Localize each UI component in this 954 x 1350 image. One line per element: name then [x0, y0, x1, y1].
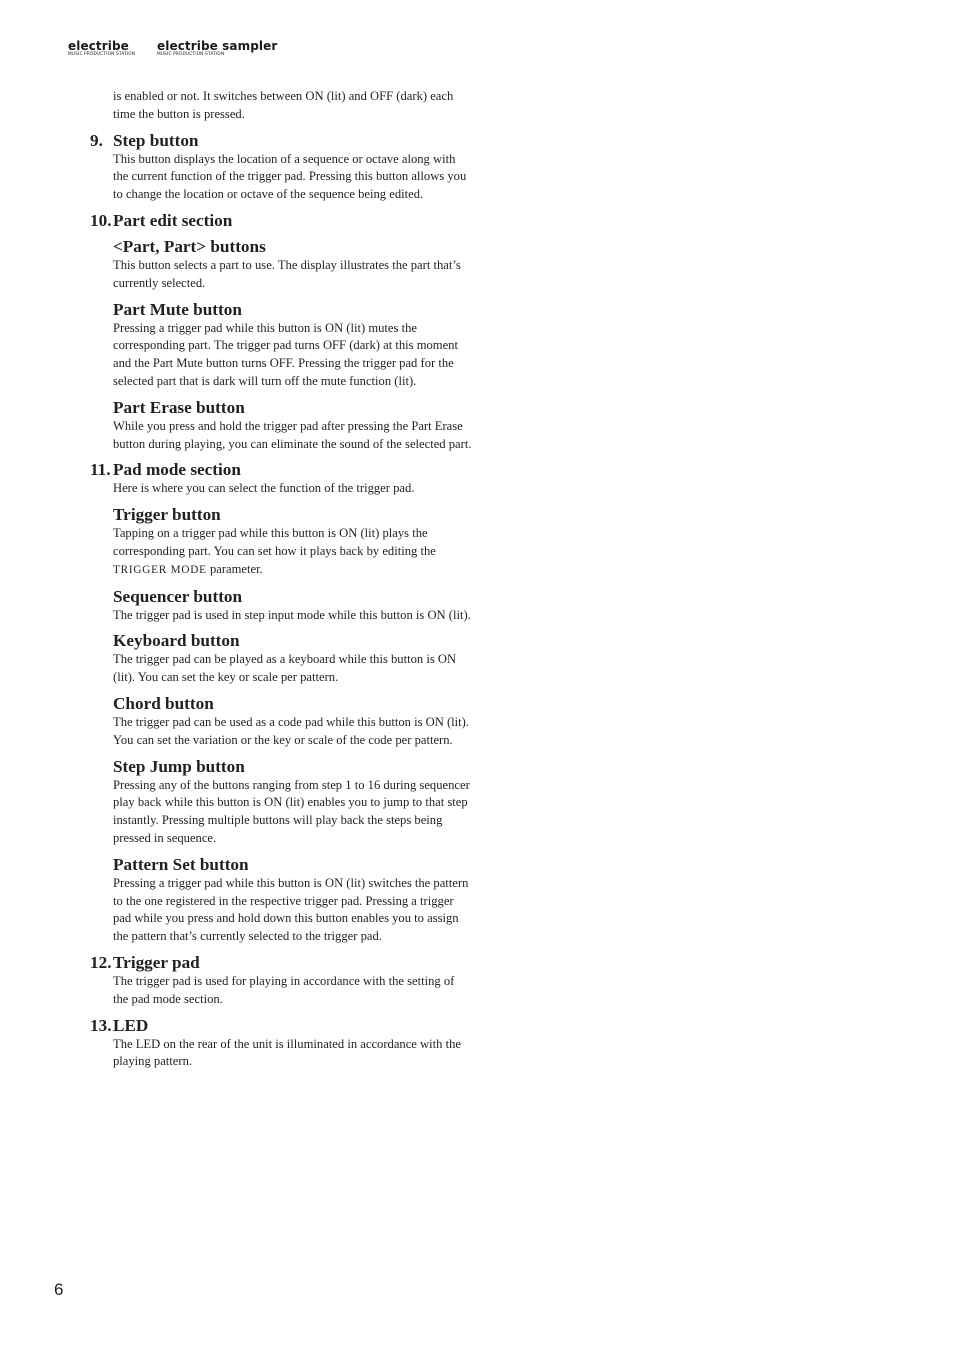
section-title: Pad mode section	[113, 460, 241, 480]
section-number: 10.	[90, 210, 112, 230]
logo-name: electribe sampler	[157, 39, 278, 53]
text-part: Tapping on a trigger pad while this button is ON (lit) plays the corresponding part. You can set how it plays back by editing the	[113, 526, 436, 558]
intro-paragraph: is enabled or not. It switches between ON (lit) and OFF (dark) each time the button is pressed.	[113, 89, 454, 121]
parameter-name: TRIGGER MODE	[113, 563, 207, 576]
subsection-title: Chord button	[113, 693, 214, 713]
subsection-title: Keyboard button	[113, 631, 240, 651]
main-content	[90, 88, 472, 1071]
subsection-step-jump-button	[113, 757, 472, 848]
subsection-trigger-button	[113, 505, 472, 579]
subsection-keyboard-button	[113, 631, 472, 687]
subsection-text: This button selects a part to use. The display illustrates the part that’s currently selected.	[113, 257, 461, 290]
section-number: 13.	[90, 1015, 112, 1035]
section-title: Part edit section	[113, 210, 233, 230]
subsection-title: Pattern Set button	[113, 854, 249, 874]
page-number: 6	[54, 1280, 64, 1299]
section-heading	[90, 131, 472, 151]
section-text: The LED on the rear of the unit is illuminated in accordance with the playing pattern.	[113, 1036, 461, 1069]
section-text: The trigger pad is used for playing in accordance with the setting of the pad mode section.	[113, 973, 455, 1006]
subsection-text: While you press and hold the trigger pad after pressing the Part Erase button during playing, you can eliminate the sound of the selected part.	[113, 418, 472, 451]
section-number: 9.	[90, 130, 103, 150]
subsection-part-erase	[113, 398, 472, 454]
section-pad-mode	[90, 460, 472, 946]
subsection-title: Part Mute button	[113, 299, 242, 319]
subsection-sequencer-button	[113, 587, 472, 625]
section-title: Trigger pad	[113, 952, 200, 972]
section-led	[90, 1016, 472, 1072]
subsection-title: Trigger button	[113, 505, 221, 525]
subsection-chord-button	[113, 694, 472, 750]
subsection-text: The trigger pad is used in step input mode while this button is ON (lit).	[113, 607, 471, 622]
section-heading	[90, 211, 472, 231]
subsection-title: <Part, Part> buttons	[113, 236, 266, 256]
section-part-edit	[90, 211, 472, 453]
section-trigger-pad	[90, 953, 472, 1009]
subsection-text: Pressing any of the buttons ranging from step 1 to 16 during sequencer play back while this button is ON (lit) enables you to jump to that step instantly. Pressing multiple buttons will play back the steps being pressed in sequence.	[113, 777, 470, 845]
subsection-text: Pressing a trigger pad while this button is ON (lit) switches the pattern to the one registered in the respective trigger pad. Pressing a trigger pad while you press and hold down this button enables you to assign the pattern that’s currently selected to the trigger pad.	[113, 875, 469, 944]
subsection-text: The trigger pad can be played as a keyboard while this button is ON (lit). You can set the key or scale per pattern.	[113, 652, 457, 685]
section-step-button	[90, 131, 472, 204]
section-text: This button displays the location of a sequence or octave along with the current function of the trigger pad. Pressing this button allows you to change the location or octave of the sequence being edited.	[113, 151, 467, 202]
subsection-pattern-set-button	[113, 855, 472, 946]
logo-name: electribe	[68, 39, 129, 53]
text-part: parameter.	[206, 561, 263, 576]
subsection-text: Pressing a trigger pad while this button is ON (lit) mutes the corresponding part. The trigger pad turns OFF (dark) at this moment and the Part Mute button turns OFF. Pressing the trigger pad for the selected part that is dark will turn off the mute function (lit).	[113, 320, 458, 388]
section-title: Step button	[113, 130, 199, 150]
electribe-logo	[68, 40, 135, 57]
section-heading	[90, 953, 472, 973]
subsection-text: The trigger pad can be used as a code pad while this button is ON (lit). You can set the variation or the key or scale of the code per pattern.	[113, 714, 470, 747]
subsection-title: Part Erase button	[113, 397, 245, 417]
subsection-part-mute	[113, 300, 472, 391]
subsection-part-buttons	[113, 237, 472, 293]
subsection-title: Sequencer button	[113, 586, 243, 606]
logo-tagline: MUSIC PRODUCTION STATION	[68, 52, 136, 57]
section-text: Here is where you can select the function of the trigger pad.	[113, 481, 415, 496]
subsection-title: Step Jump button	[113, 756, 245, 776]
subsection-text	[113, 525, 472, 579]
section-heading	[90, 460, 472, 480]
section-number: 11.	[90, 460, 111, 480]
logo-tagline: MUSIC PRODUCTION STATION	[157, 52, 225, 57]
section-title: LED	[113, 1015, 149, 1035]
electribe-sampler-logo	[157, 40, 277, 57]
section-heading	[90, 1016, 472, 1036]
section-number: 12.	[90, 952, 112, 972]
